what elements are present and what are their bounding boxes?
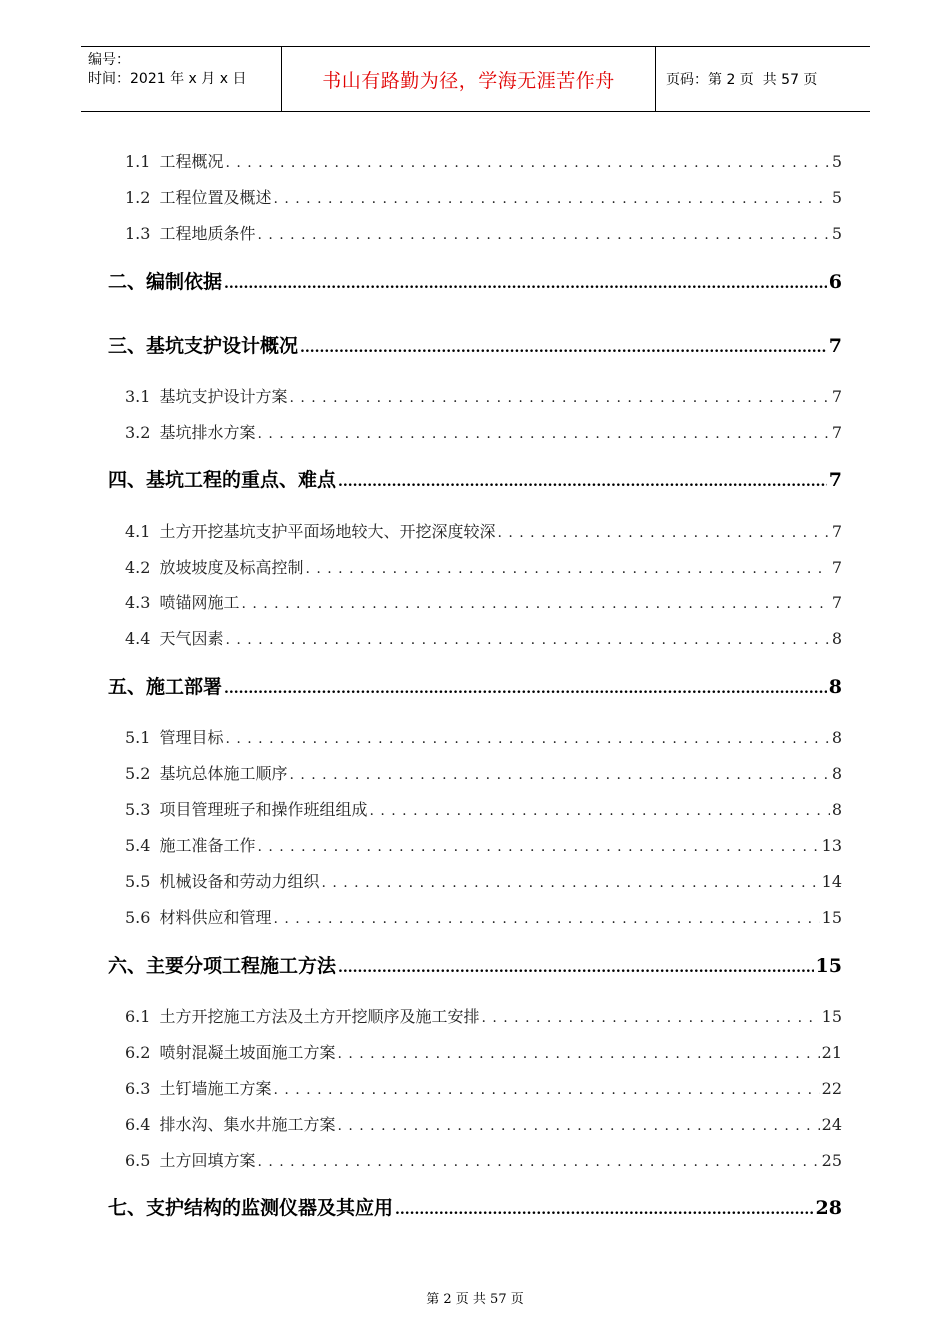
toc-chapter-title: 五、施工部署 [108, 676, 223, 698]
toc-chapter-title: 二、编制依据 [108, 271, 223, 293]
toc-dot-leader [225, 152, 829, 171]
toc-entry-number: 4.1 [125, 522, 151, 541]
page-footer: 第 2 页 共 57 页 [426, 1292, 524, 1307]
toc-entry-number: 1.3 [125, 224, 151, 243]
toc-entry-number: 1.1 [125, 152, 151, 171]
toc-entry-page: 5 [831, 224, 842, 243]
toc-entry-page: 21 [821, 1043, 842, 1062]
toc-entry[interactable] [125, 761, 842, 784]
header-page-info: 页码：第 2 页 共 57 页 [666, 72, 818, 88]
toc-entry-title: 喷射混凝土坡面施工方案 [159, 1043, 336, 1062]
toc-entry[interactable] [125, 221, 842, 244]
toc-entry-title: 材料供应和管理 [159, 908, 272, 927]
toc-entry-title: 排水沟、集水井施工方案 [159, 1115, 336, 1134]
toc-entry-number: 6.5 [125, 1151, 151, 1170]
toc-entry-page: 13 [821, 836, 842, 855]
header-motto: 书山有路勤为径，学海无涯苦作舟 [282, 47, 656, 111]
toc-dot-leader [273, 1079, 819, 1098]
toc-chapter-page: 7 [828, 469, 842, 491]
toc-dot-leader [481, 1007, 819, 1026]
toc-entry[interactable] [125, 1076, 842, 1099]
toc-entry-page: 8 [831, 800, 842, 819]
toc-entry-number: 5.2 [125, 764, 151, 783]
toc-entry[interactable] [125, 833, 842, 856]
toc-chapter[interactable] [108, 1193, 842, 1220]
toc-dot-leader [289, 764, 829, 783]
toc-entry[interactable] [125, 725, 842, 748]
toc-dot-leader [395, 1197, 814, 1219]
toc-entry-title: 土方开挖基坑支护平面场地较大、开挖深度较深 [159, 522, 496, 541]
toc-dot-leader [257, 423, 829, 442]
toc-entry-page: 15 [821, 908, 842, 927]
toc-entry[interactable] [125, 905, 842, 928]
toc-dot-leader [338, 955, 814, 977]
toc-entry[interactable] [125, 1112, 842, 1135]
toc-entry[interactable] [125, 384, 842, 407]
document-number-label: 编号： [88, 52, 130, 68]
toc-dot-leader [257, 836, 819, 855]
page-header [81, 46, 870, 112]
toc-entry-page: 15 [821, 1007, 842, 1026]
toc-entry[interactable] [125, 420, 842, 443]
toc-dot-leader [241, 593, 829, 612]
document-time-label: 时间：2021 年 x 月 x 日 [88, 71, 247, 87]
toc-entry-title: 放坡坡度及标高控制 [159, 558, 304, 577]
toc-dot-leader [224, 271, 827, 293]
toc-entry[interactable] [125, 1040, 842, 1063]
toc-entry-page: 7 [831, 423, 842, 442]
toc-entry-number: 6.4 [125, 1115, 151, 1134]
toc-chapter-page: 8 [828, 676, 842, 698]
toc-chapter-title: 六、主要分项工程施工方法 [108, 955, 337, 977]
toc-entry[interactable] [125, 797, 842, 820]
toc-entry-title: 喷锚网施工 [159, 593, 240, 612]
toc-entry-page: 8 [831, 629, 842, 648]
toc-entry-number: 5.4 [125, 836, 151, 855]
toc-entry-number: 4.4 [125, 629, 151, 648]
toc-dot-leader [225, 728, 829, 747]
toc-chapter[interactable] [108, 951, 842, 978]
toc-entry-page: 5 [831, 188, 842, 207]
toc-chapter-page: 7 [828, 335, 842, 357]
toc-entry-title: 天气因素 [159, 629, 224, 648]
toc-dot-leader [369, 800, 829, 819]
header-meta [81, 47, 282, 111]
toc-dot-leader [321, 872, 819, 891]
toc-entry-title: 基坑支护设计方案 [159, 387, 288, 406]
toc-entry-title: 土方回填方案 [159, 1151, 256, 1170]
toc-dot-leader [338, 469, 827, 491]
toc-chapter-title: 四、基坑工程的重点、难点 [108, 469, 337, 491]
toc-chapter[interactable] [108, 672, 842, 699]
toc-dot-leader [300, 335, 827, 357]
toc-dot-leader [225, 629, 829, 648]
toc-entry-page: 24 [821, 1115, 842, 1134]
toc-entry-number: 1.2 [125, 188, 151, 207]
toc-entry-page: 25 [821, 1151, 842, 1170]
toc-dot-leader [497, 522, 829, 541]
toc-entry-page: 7 [831, 522, 842, 541]
toc-chapter-title: 七、支护结构的监测仪器及其应用 [108, 1197, 394, 1219]
toc-entry-page: 7 [831, 558, 842, 577]
toc-chapter-title: 三、基坑支护设计概况 [108, 335, 299, 357]
toc-dot-leader [224, 676, 827, 698]
toc-entry-page: 14 [821, 872, 842, 891]
toc-dot-leader [289, 387, 829, 406]
toc-dot-leader [257, 1151, 819, 1170]
toc-chapter-page: 28 [815, 1197, 842, 1219]
toc-entry-title: 土方开挖施工方法及土方开挖顺序及施工安排 [159, 1007, 480, 1026]
toc-entry-number: 5.6 [125, 908, 151, 927]
toc-entry[interactable] [125, 590, 842, 613]
toc-entry[interactable] [125, 185, 842, 208]
toc-entry-page: 7 [831, 593, 842, 612]
toc-entry-number: 5.1 [125, 728, 151, 747]
toc-entry-number: 5.3 [125, 800, 151, 819]
toc-entry-number: 4.2 [125, 558, 151, 577]
toc-entry-title: 机械设备和劳动力组织 [159, 872, 320, 891]
toc-entry-title: 施工准备工作 [159, 836, 256, 855]
toc-entry-number: 4.3 [125, 593, 151, 612]
toc-entry-page: 22 [821, 1079, 842, 1098]
toc-dot-leader [257, 224, 829, 243]
toc-entry-number: 5.5 [125, 872, 151, 891]
toc-entry-page: 8 [831, 728, 842, 747]
toc-dot-leader [305, 558, 829, 577]
toc-entry-number: 3.1 [125, 387, 151, 406]
toc-entry-number: 6.1 [125, 1007, 151, 1026]
toc-entry[interactable] [125, 869, 842, 892]
toc-entry-title: 工程概况 [159, 152, 224, 171]
toc-entry[interactable] [125, 555, 842, 578]
toc-entry-title: 基坑排水方案 [159, 423, 256, 442]
toc-entry-title: 基坑总体施工顺序 [159, 764, 288, 783]
toc-chapter[interactable] [108, 465, 842, 492]
toc-dot-leader [337, 1043, 819, 1062]
toc-entry[interactable] [125, 1148, 842, 1171]
toc-entry-number: 3.2 [125, 423, 151, 442]
toc-entry[interactable] [125, 626, 842, 649]
toc-chapter-page: 6 [828, 271, 842, 293]
toc-entry-title: 项目管理班子和操作班组组成 [159, 800, 368, 819]
toc-dot-leader [273, 188, 829, 207]
toc-entry[interactable] [125, 1004, 842, 1027]
toc-chapter[interactable] [108, 267, 842, 294]
toc-chapter-page: 15 [815, 955, 842, 977]
toc-dot-leader [273, 908, 819, 927]
toc-entry[interactable] [125, 149, 842, 172]
toc-entry-page: 7 [831, 387, 842, 406]
toc-entry-title: 工程位置及概述 [159, 188, 272, 207]
toc-entry-title: 土钉墙施工方案 [159, 1079, 272, 1098]
toc-entry-page: 5 [831, 152, 842, 171]
toc-entry-page: 8 [831, 764, 842, 783]
toc-entry-title: 工程地质条件 [159, 224, 256, 243]
toc-chapter[interactable] [108, 331, 842, 358]
toc-entry-number: 6.2 [125, 1043, 151, 1062]
toc-entry-number: 6.3 [125, 1079, 151, 1098]
toc-dot-leader [337, 1115, 819, 1134]
toc-entry[interactable] [125, 519, 842, 542]
toc-entry-title: 管理目标 [159, 728, 224, 747]
